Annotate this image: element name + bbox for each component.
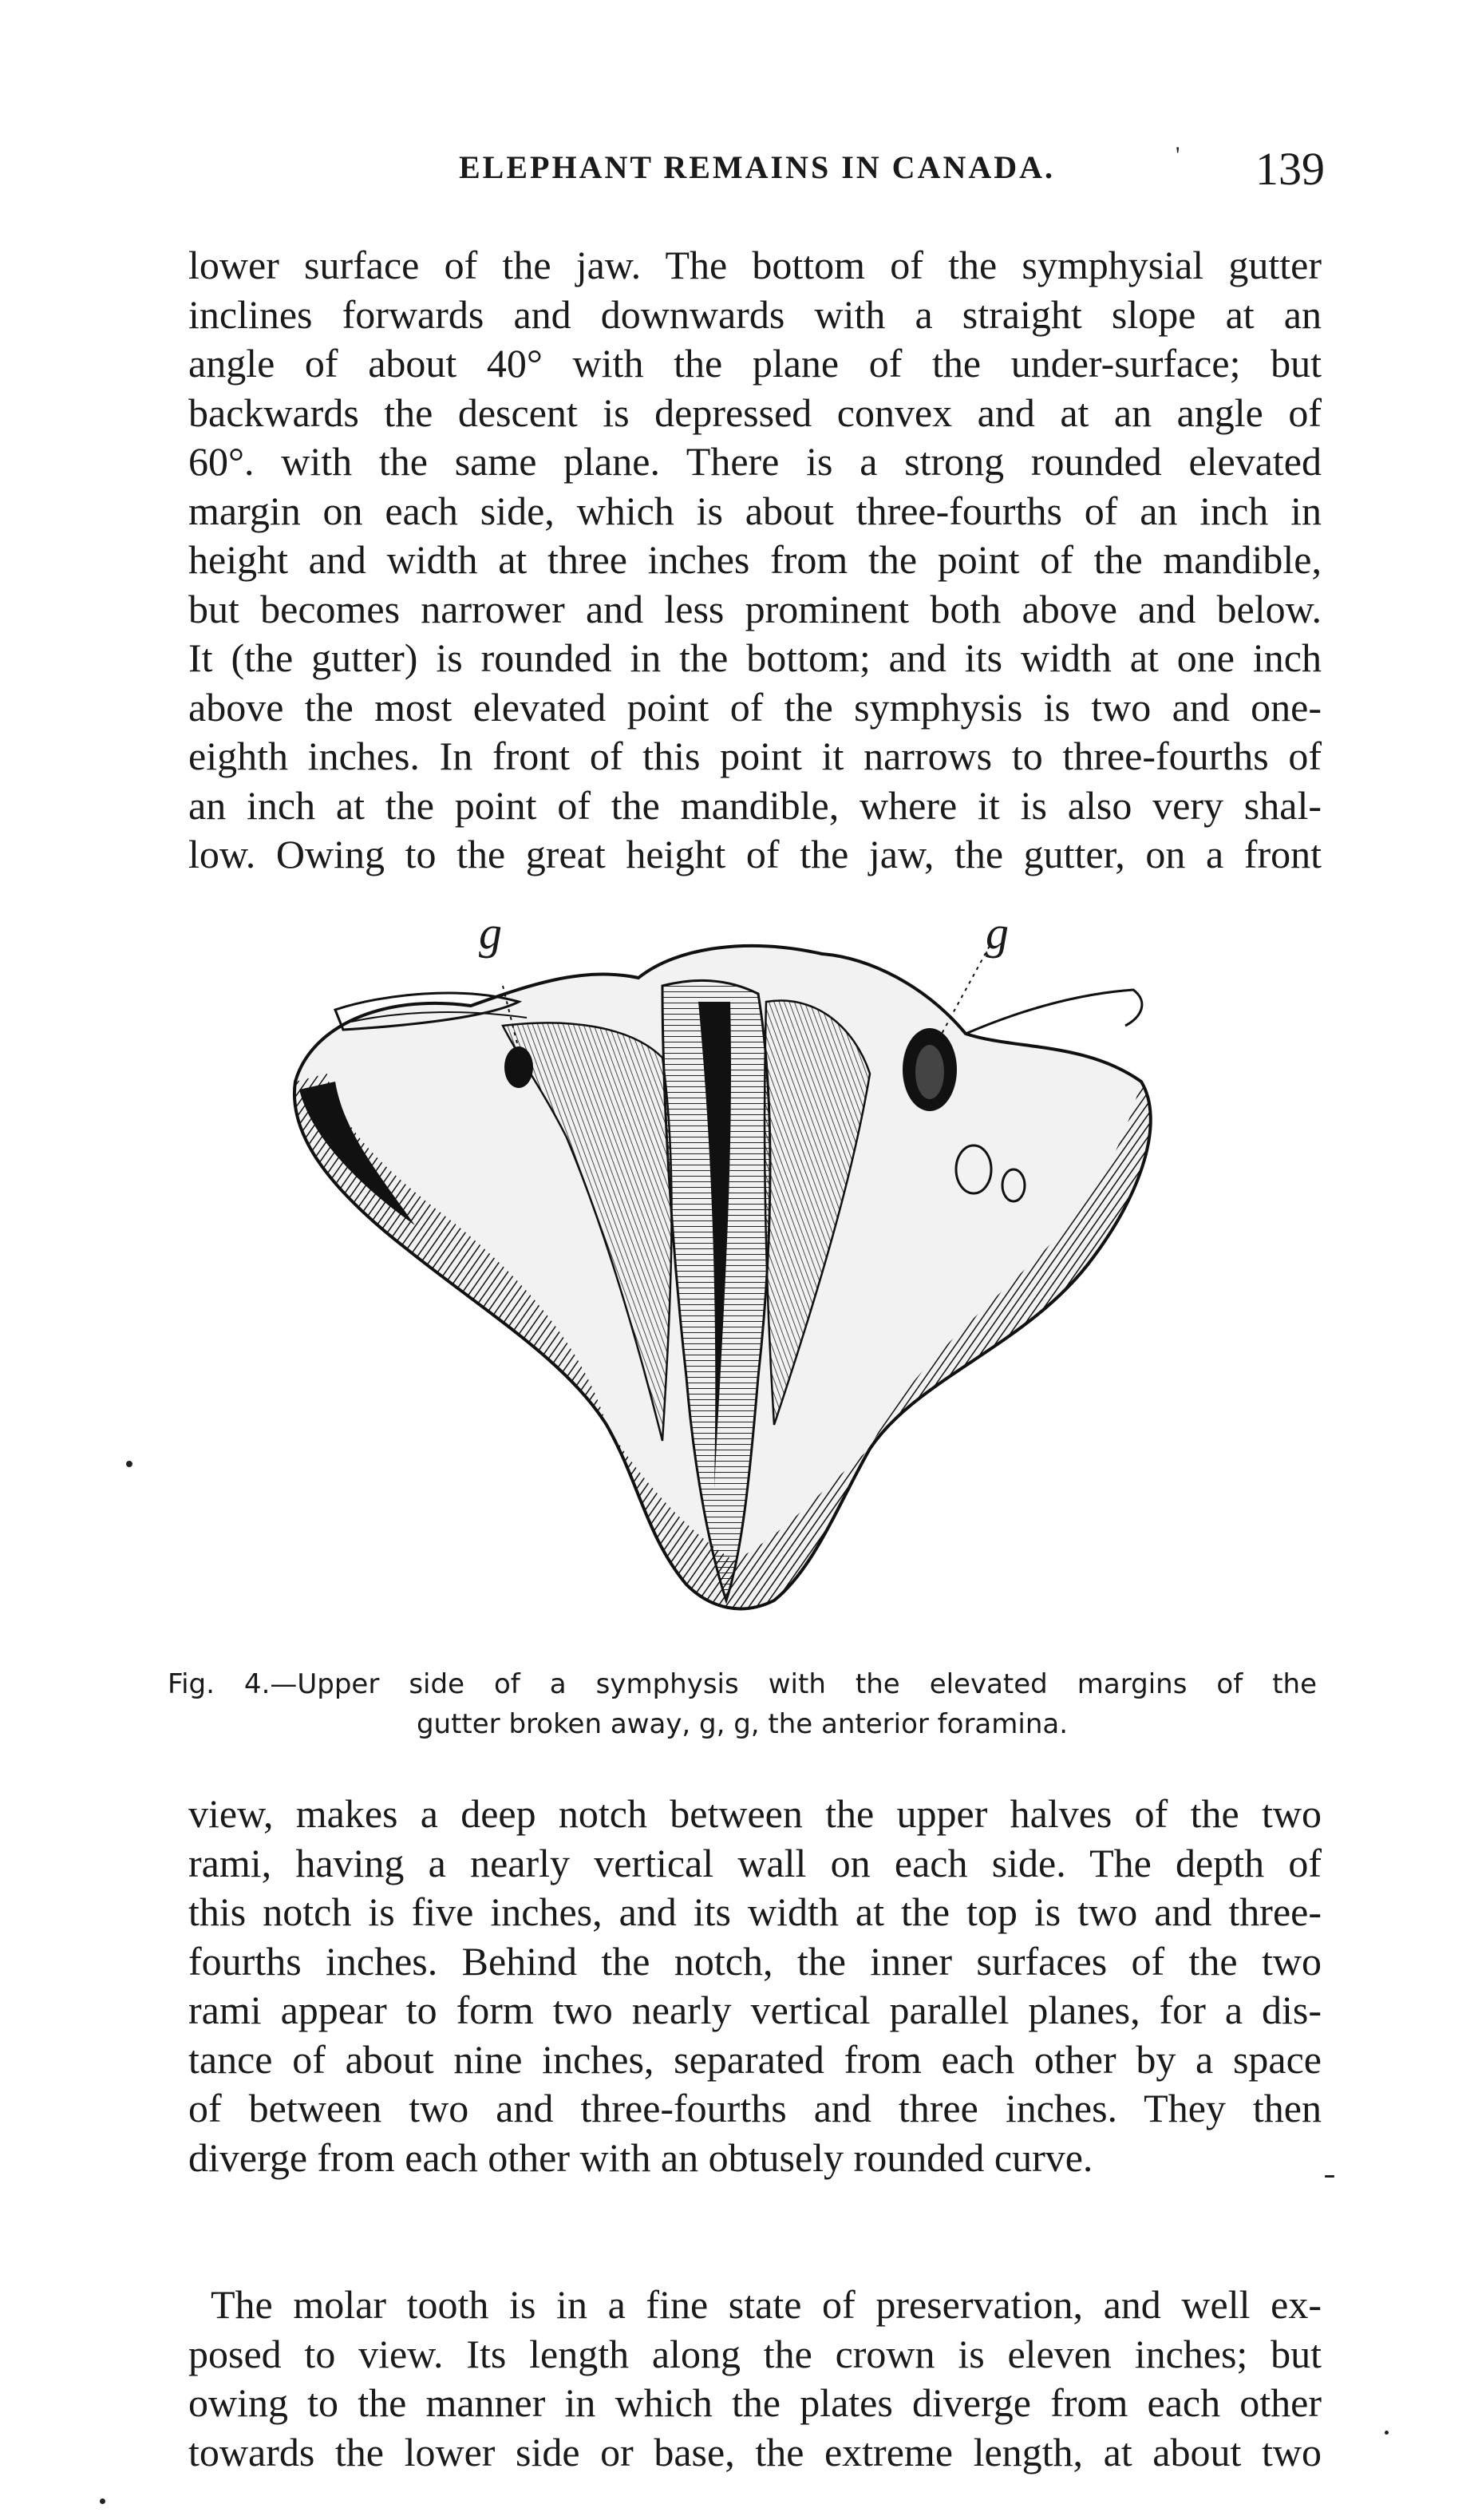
- text-line: angle of about 40° with the plane of the under-surface; but: [188, 341, 1322, 386]
- print-speck: [1325, 2175, 1334, 2178]
- text-line: owing to the manner in which the plates diverge from each other: [188, 2380, 1322, 2425]
- text-line: rami appear to form two nearly vertical parallel planes, for a dis-: [188, 1988, 1322, 2032]
- left-foramen: [504, 1046, 533, 1088]
- text-line: The molar tooth is in a fine state of preservation, and well ex-: [211, 2282, 1322, 2327]
- text-line: height and width at three inches from the point of the mandible,: [188, 537, 1322, 582]
- text-line: eighth inches. In front of this point it narrows to three-fourths of: [188, 734, 1322, 778]
- text-line: It (the gutter) is rounded in the bottom; and its width at one inch: [188, 635, 1322, 680]
- stray-mark: ': [1176, 142, 1180, 168]
- symphysis-illustration: [263, 907, 1221, 1648]
- text-line: posed to view. Its length along the crown is eleven inches; but: [188, 2331, 1322, 2376]
- caption-line: Fig. 4.—Upper side of a symphysis with the elevated margins of the: [168, 1668, 1317, 1700]
- figure-label-right: g: [986, 907, 1009, 959]
- text-line: inclines forwards and downwards with a straight slope at an: [188, 291, 1322, 337]
- print-speck: [126, 1461, 132, 1467]
- running-header: [192, 142, 1325, 198]
- text-line: lower surface of the jaw. The bottom of the symphysial gutter: [188, 243, 1322, 287]
- paragraph-notch: [188, 1790, 1322, 2182]
- figure-caption: [168, 1664, 1317, 1744]
- text-line: low. Owing to the great height of the jaw, the gutter, on a front: [188, 832, 1322, 876]
- figure-label-left: g: [479, 907, 502, 959]
- print-speck: [100, 2498, 105, 2504]
- text-line: tance of about nine inches, separated from each other by a space: [188, 2036, 1322, 2082]
- paragraph-symphysial-gutter: [188, 241, 1322, 880]
- text-line: diverge from each other with an obtusely rounded curve.: [188, 2134, 1093, 2180]
- text-line: of between two and three-fourths and three inches. They then: [188, 2086, 1322, 2130]
- text-line: towards the lower side or base, the extreme length, at about two: [188, 2429, 1322, 2475]
- page-number: 139: [1255, 143, 1325, 195]
- text-line: view, makes a deep notch between the upper halves of the two: [188, 1791, 1322, 1836]
- text-line: 60°. with the same plane. There is a strong rounded elevated: [188, 439, 1322, 484]
- text-line: margin on each side, which is about three-fourths of an inch in: [188, 488, 1322, 533]
- running-title: ELEPHANT REMAINS IN CANADA.: [459, 149, 1055, 185]
- text-line: backwards the descent is depressed convex and at an angle of: [188, 390, 1322, 435]
- text-line: but becomes narrower and less prominent both above and below.: [188, 586, 1322, 631]
- text-line: fourths inches. Behind the notch, the inner surfaces of the two: [188, 1938, 1322, 1984]
- symphysis-engraving: [263, 930, 1221, 1648]
- caption-line: gutter broken away, g, g, the anterior foramina.: [416, 1708, 1069, 1740]
- text-line: this notch is five inches, and its width at the top is two and three-: [188, 1889, 1322, 1934]
- print-speck: [1385, 2431, 1389, 2435]
- text-line: above the most elevated point of the symphysis is two and one-: [188, 684, 1322, 730]
- paragraph-molar-tooth: [188, 2281, 1322, 2477]
- text-line: an inch at the point of the mandible, where it is also very shal-: [188, 782, 1322, 828]
- text-line: rami, having a nearly vertical wall on each side. The depth of: [188, 1840, 1322, 1885]
